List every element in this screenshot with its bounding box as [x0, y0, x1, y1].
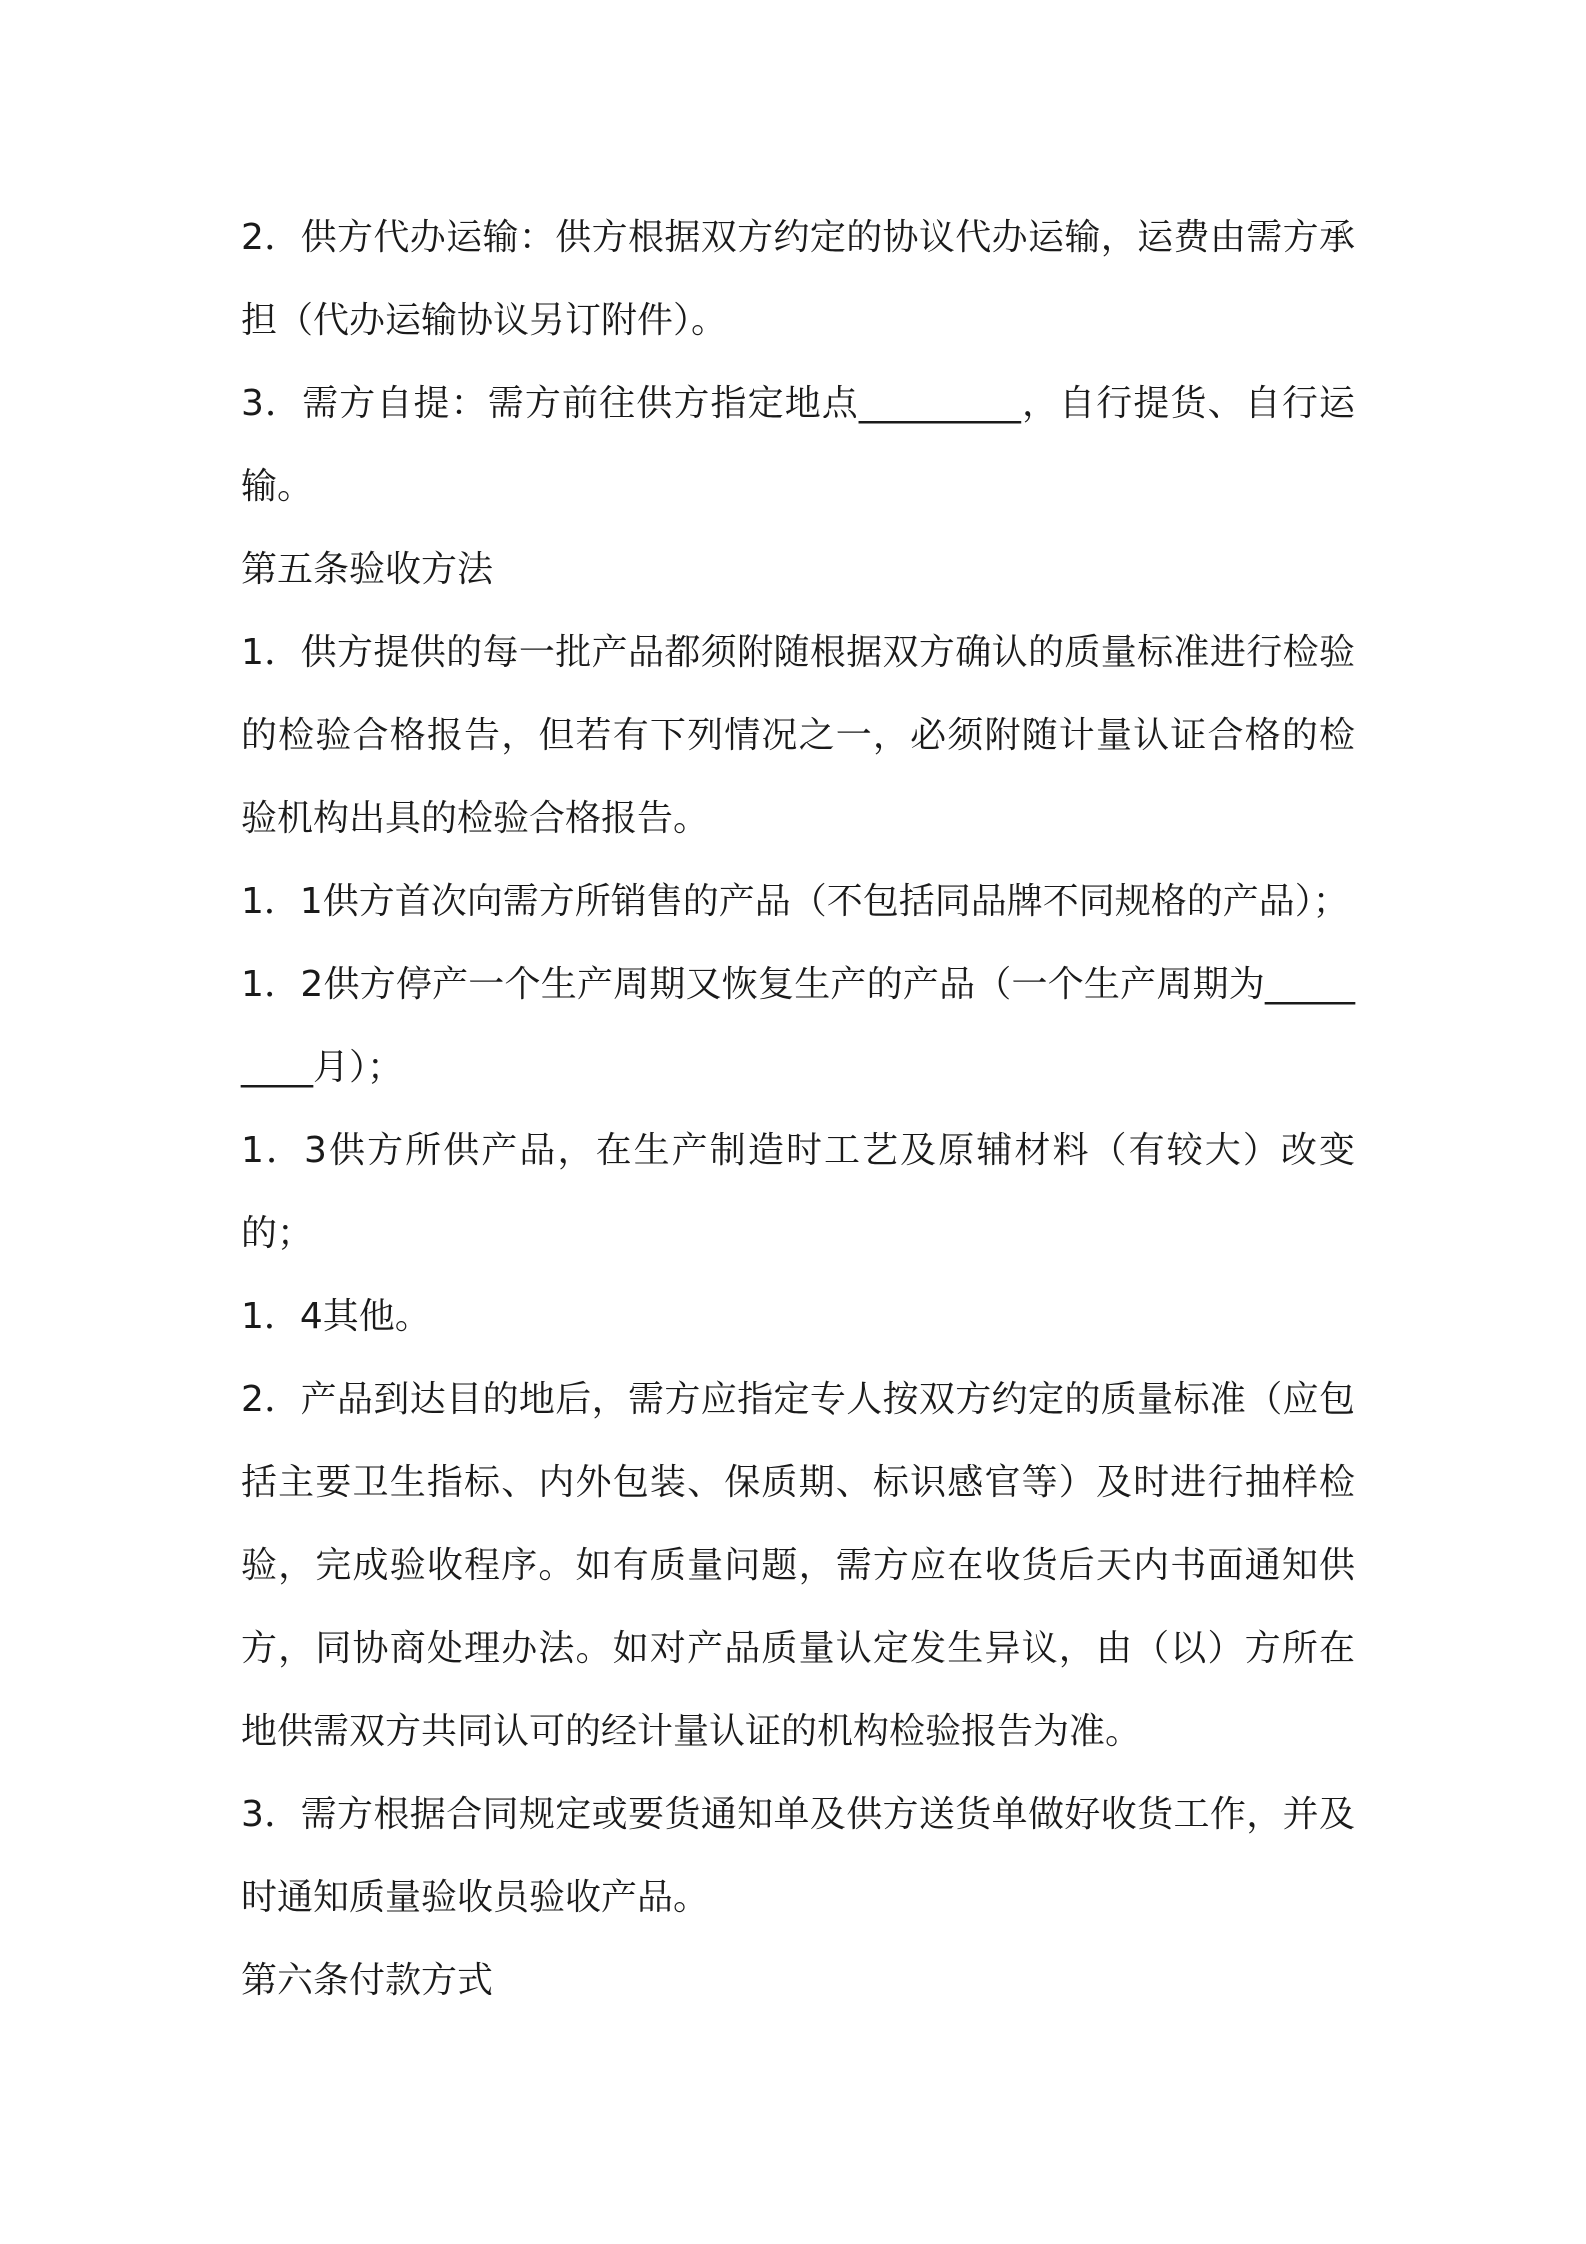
- paragraph-other: 1．4其他。: [241, 1296, 431, 1337]
- paragraph-inspection-report: 1．供方提供的每一批产品都须附随根据双方确认的质量标准进行检验的检验合格报告，但若有下列情况之一，必须附随计量认证合格的检验机构出具的检验合格报告。: [241, 632, 1355, 839]
- section-heading-inspection: 第五条验收方法: [241, 549, 494, 590]
- paragraph-process-change: 1．3供方所供产品，在生产制造时工艺及原辅材料（有较大）改变的；: [241, 1130, 1355, 1254]
- paragraph-production-resume: 1．2供方停产一个生产周期又恢复生产的产品（一个生产周期为_________月）；: [241, 964, 1355, 1088]
- paragraph-first-sale: 1．1供方首次向需方所销售的产品（不包括同品牌不同规格的产品）；: [241, 881, 1349, 922]
- paragraph-arrival-inspection: 2．产品到达目的地后，需方应指定专人按双方约定的质量标准（应包括主要卫生指标、内外包装、保质期、标识感官等）及时进行抽样检验，完成验收程序。如有质量问题，需方应在收货后天内书面通知供方，同协商处理办法。如对产品质量认定发生异议，由（以）方所在地供需双方共同认可的经计量认证的机构检验报告为准。: [241, 1379, 1355, 1752]
- document-body: [241, 196, 1355, 2022]
- paragraph-receiving: 3．需方根据合同规定或要货通知单及供方送货单做好收货工作，并及时通知质量验收员验收产品。: [241, 1794, 1355, 1918]
- paragraph-delivery-by-supplier: 2．供方代办运输：供方根据双方约定的协议代办运输，运费由需方承担（代办运输协议另订附件）。: [241, 217, 1355, 341]
- section-heading-payment: 第六条付款方式: [241, 1960, 494, 2001]
- paragraph-self-pickup: 3．需方自提：需方前往供方指定地点_________，自行提货、自行运输。: [241, 383, 1355, 507]
